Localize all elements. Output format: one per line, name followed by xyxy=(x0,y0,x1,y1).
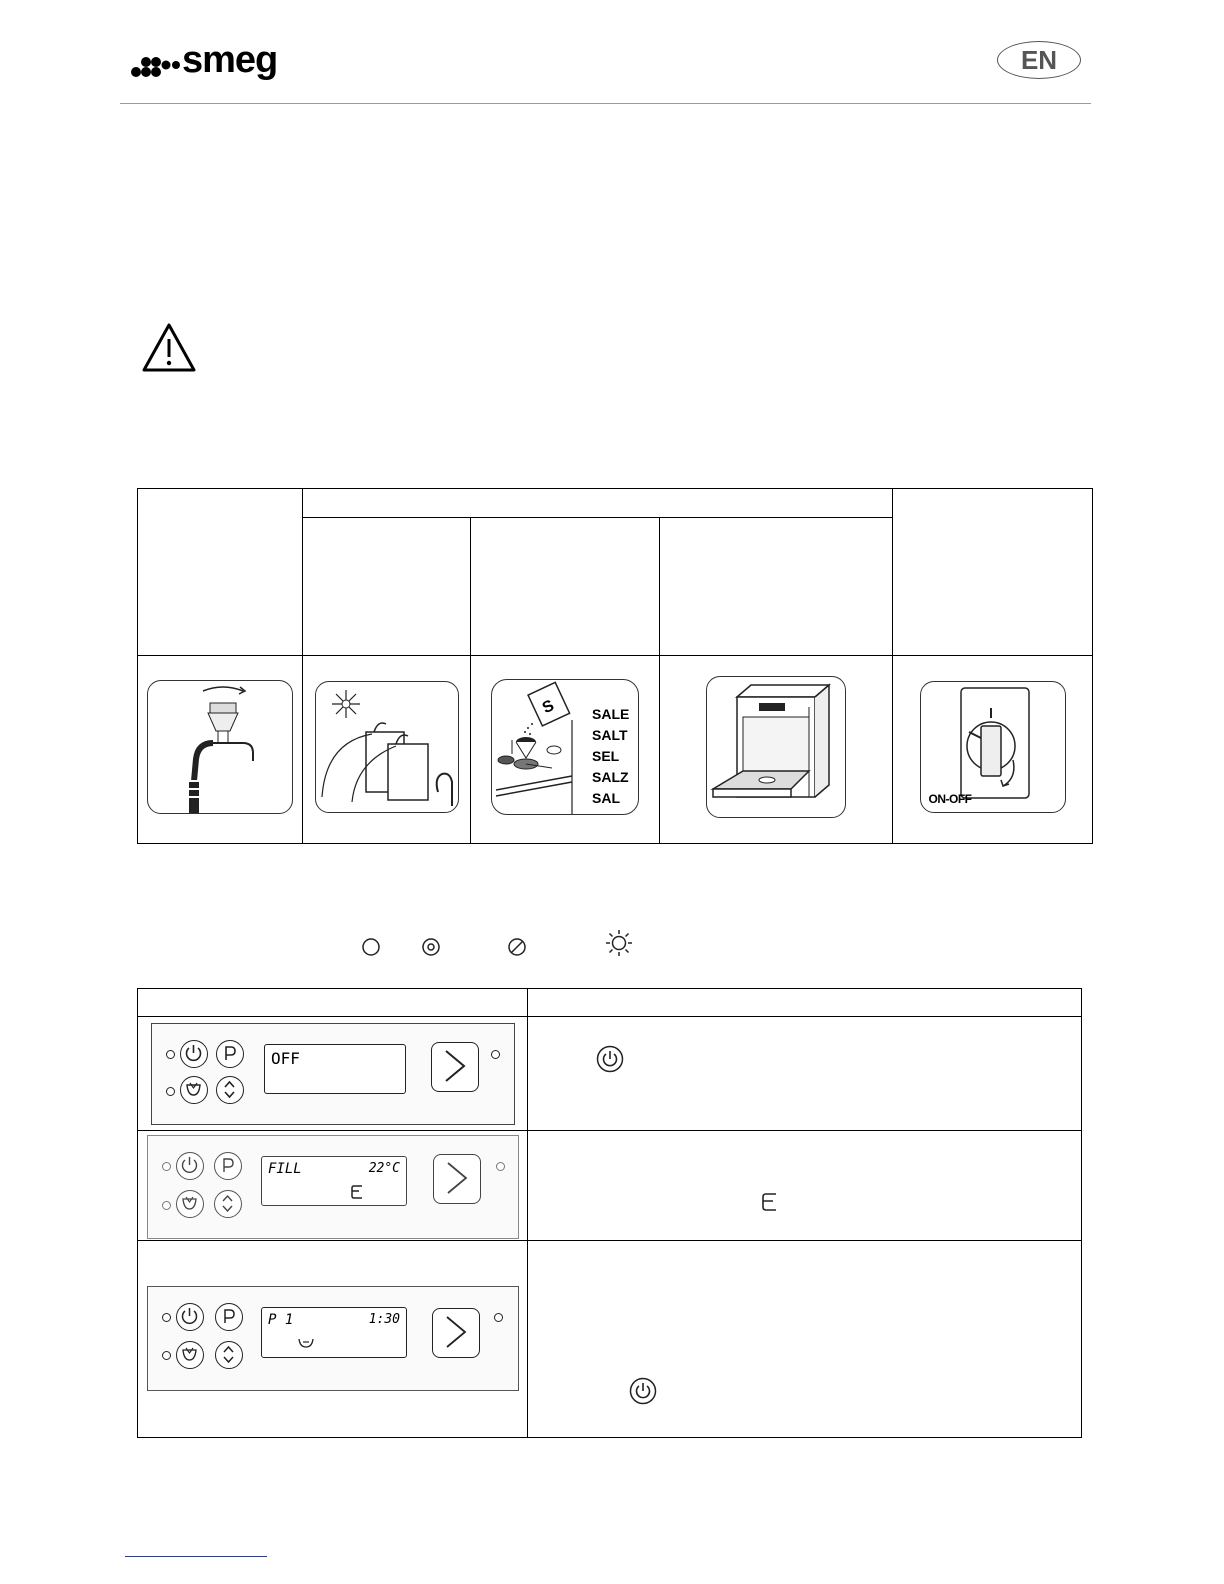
power-icon xyxy=(177,1304,202,1329)
salt-word: SEL xyxy=(592,748,620,764)
dishwasher-image xyxy=(706,676,846,818)
chevron-right-icon xyxy=(432,1043,477,1090)
display-screen xyxy=(261,1307,407,1358)
dishwasher-icon xyxy=(707,677,846,818)
next-button[interactable] xyxy=(433,1154,481,1204)
up-down-arrows-icon xyxy=(215,1191,240,1216)
display-line2: 22°C xyxy=(368,1161,400,1176)
led-on-icon xyxy=(420,936,442,958)
display-line1: OFF xyxy=(271,1049,300,1068)
control-panel xyxy=(147,1286,519,1391)
prep-subheader-cell xyxy=(471,518,660,656)
program-button[interactable] xyxy=(216,1040,244,1068)
ops-panel-cell xyxy=(138,1241,528,1438)
brand-name: smeg xyxy=(182,39,278,81)
led-indicator xyxy=(166,1087,175,1096)
program-p-icon xyxy=(217,1041,242,1066)
cup-button[interactable] xyxy=(176,1341,204,1369)
cup-button[interactable] xyxy=(180,1076,208,1104)
operations-table xyxy=(137,988,1082,1438)
ops-panel-cell xyxy=(138,1017,528,1131)
fill-e-icon xyxy=(760,1191,780,1213)
control-panel xyxy=(147,1135,519,1239)
logo-dots-icon xyxy=(130,44,182,84)
cup-icon xyxy=(177,1191,202,1216)
cup-icon xyxy=(177,1342,202,1367)
salt-word: SAL xyxy=(592,790,620,806)
prep-image-cell xyxy=(471,656,660,844)
svg-text:S: S xyxy=(539,697,557,718)
ops-header-cell xyxy=(138,989,528,1017)
prep-header-cell xyxy=(303,489,893,518)
water-tap-image xyxy=(147,680,293,814)
ops-header-cell xyxy=(528,989,1082,1017)
prep-image-cell xyxy=(660,656,893,844)
display-line1: P 1 xyxy=(268,1312,294,1328)
led-indicator xyxy=(166,1050,175,1059)
language-badge: EN xyxy=(997,41,1081,79)
detergent-cans-image xyxy=(315,681,459,813)
water-tap-icon xyxy=(148,681,293,814)
program-p-icon xyxy=(216,1304,241,1329)
warning-triangle-icon xyxy=(141,322,197,374)
display-line1: FILL xyxy=(268,1161,302,1177)
ops-instruction-cell xyxy=(528,1131,1082,1241)
salt-loading-image xyxy=(491,679,639,815)
cup-icon xyxy=(181,1077,206,1102)
cup-button[interactable] xyxy=(176,1190,204,1218)
cup-icon xyxy=(296,1336,316,1350)
prep-header-cell xyxy=(893,489,1093,656)
ops-panel-cell xyxy=(138,1131,528,1241)
salt-word: SALT xyxy=(592,727,628,743)
prep-subheader-cell xyxy=(660,518,893,656)
ops-instruction-cell xyxy=(528,1017,1082,1131)
on-off-label: ON-OFF xyxy=(928,792,972,806)
power-icon xyxy=(596,1045,624,1073)
led-off-icon xyxy=(360,936,382,958)
salt-word: SALZ xyxy=(592,769,629,785)
up-down-arrows-icon xyxy=(217,1077,242,1102)
prep-image-cell xyxy=(138,656,303,844)
up-down-button[interactable] xyxy=(216,1076,244,1104)
display-screen xyxy=(264,1044,406,1094)
control-panel xyxy=(151,1023,515,1125)
led-indicator xyxy=(491,1050,500,1059)
power-button[interactable] xyxy=(180,1040,208,1068)
power-button[interactable] xyxy=(176,1152,204,1180)
smeg-logo xyxy=(130,39,300,84)
ops-instruction-cell xyxy=(528,1241,1082,1438)
prep-image-cell xyxy=(303,656,471,844)
power-button[interactable] xyxy=(176,1303,204,1331)
up-down-arrows-icon xyxy=(216,1342,241,1367)
led-indicator xyxy=(162,1162,171,1171)
led-blinking-icon xyxy=(506,936,528,958)
led-indicator xyxy=(162,1313,171,1322)
prep-image-cell xyxy=(893,656,1093,844)
led-indicator xyxy=(162,1351,171,1360)
power-icon xyxy=(181,1041,206,1066)
led-flashing-icon xyxy=(604,928,634,958)
on-off-switch-image xyxy=(920,681,1066,813)
up-down-button[interactable] xyxy=(215,1341,243,1369)
salt-word: SALE xyxy=(592,706,630,722)
led-indicator xyxy=(494,1313,503,1322)
chevron-right-icon xyxy=(433,1309,478,1356)
prep-subheader-cell xyxy=(303,518,471,656)
preparation-table xyxy=(137,488,1093,844)
detergent-cans-icon xyxy=(316,682,459,813)
footer-link-underline xyxy=(125,1556,267,1557)
next-button[interactable] xyxy=(431,1042,479,1092)
salt-word-list xyxy=(592,704,629,809)
chevron-right-icon xyxy=(434,1155,479,1202)
program-button[interactable] xyxy=(215,1303,243,1331)
header-divider xyxy=(120,103,1091,104)
up-down-button[interactable] xyxy=(214,1190,242,1218)
led-indicator xyxy=(162,1201,171,1210)
next-button[interactable] xyxy=(432,1308,480,1358)
program-p-icon xyxy=(215,1153,240,1178)
power-icon xyxy=(177,1153,202,1178)
prep-header-cell xyxy=(138,489,303,656)
program-button[interactable] xyxy=(214,1152,242,1180)
led-indicator xyxy=(496,1162,505,1171)
power-icon xyxy=(629,1377,657,1405)
fill-e-icon xyxy=(350,1183,364,1201)
display-line2: 1:30 xyxy=(368,1312,400,1327)
display-screen xyxy=(261,1156,407,1206)
